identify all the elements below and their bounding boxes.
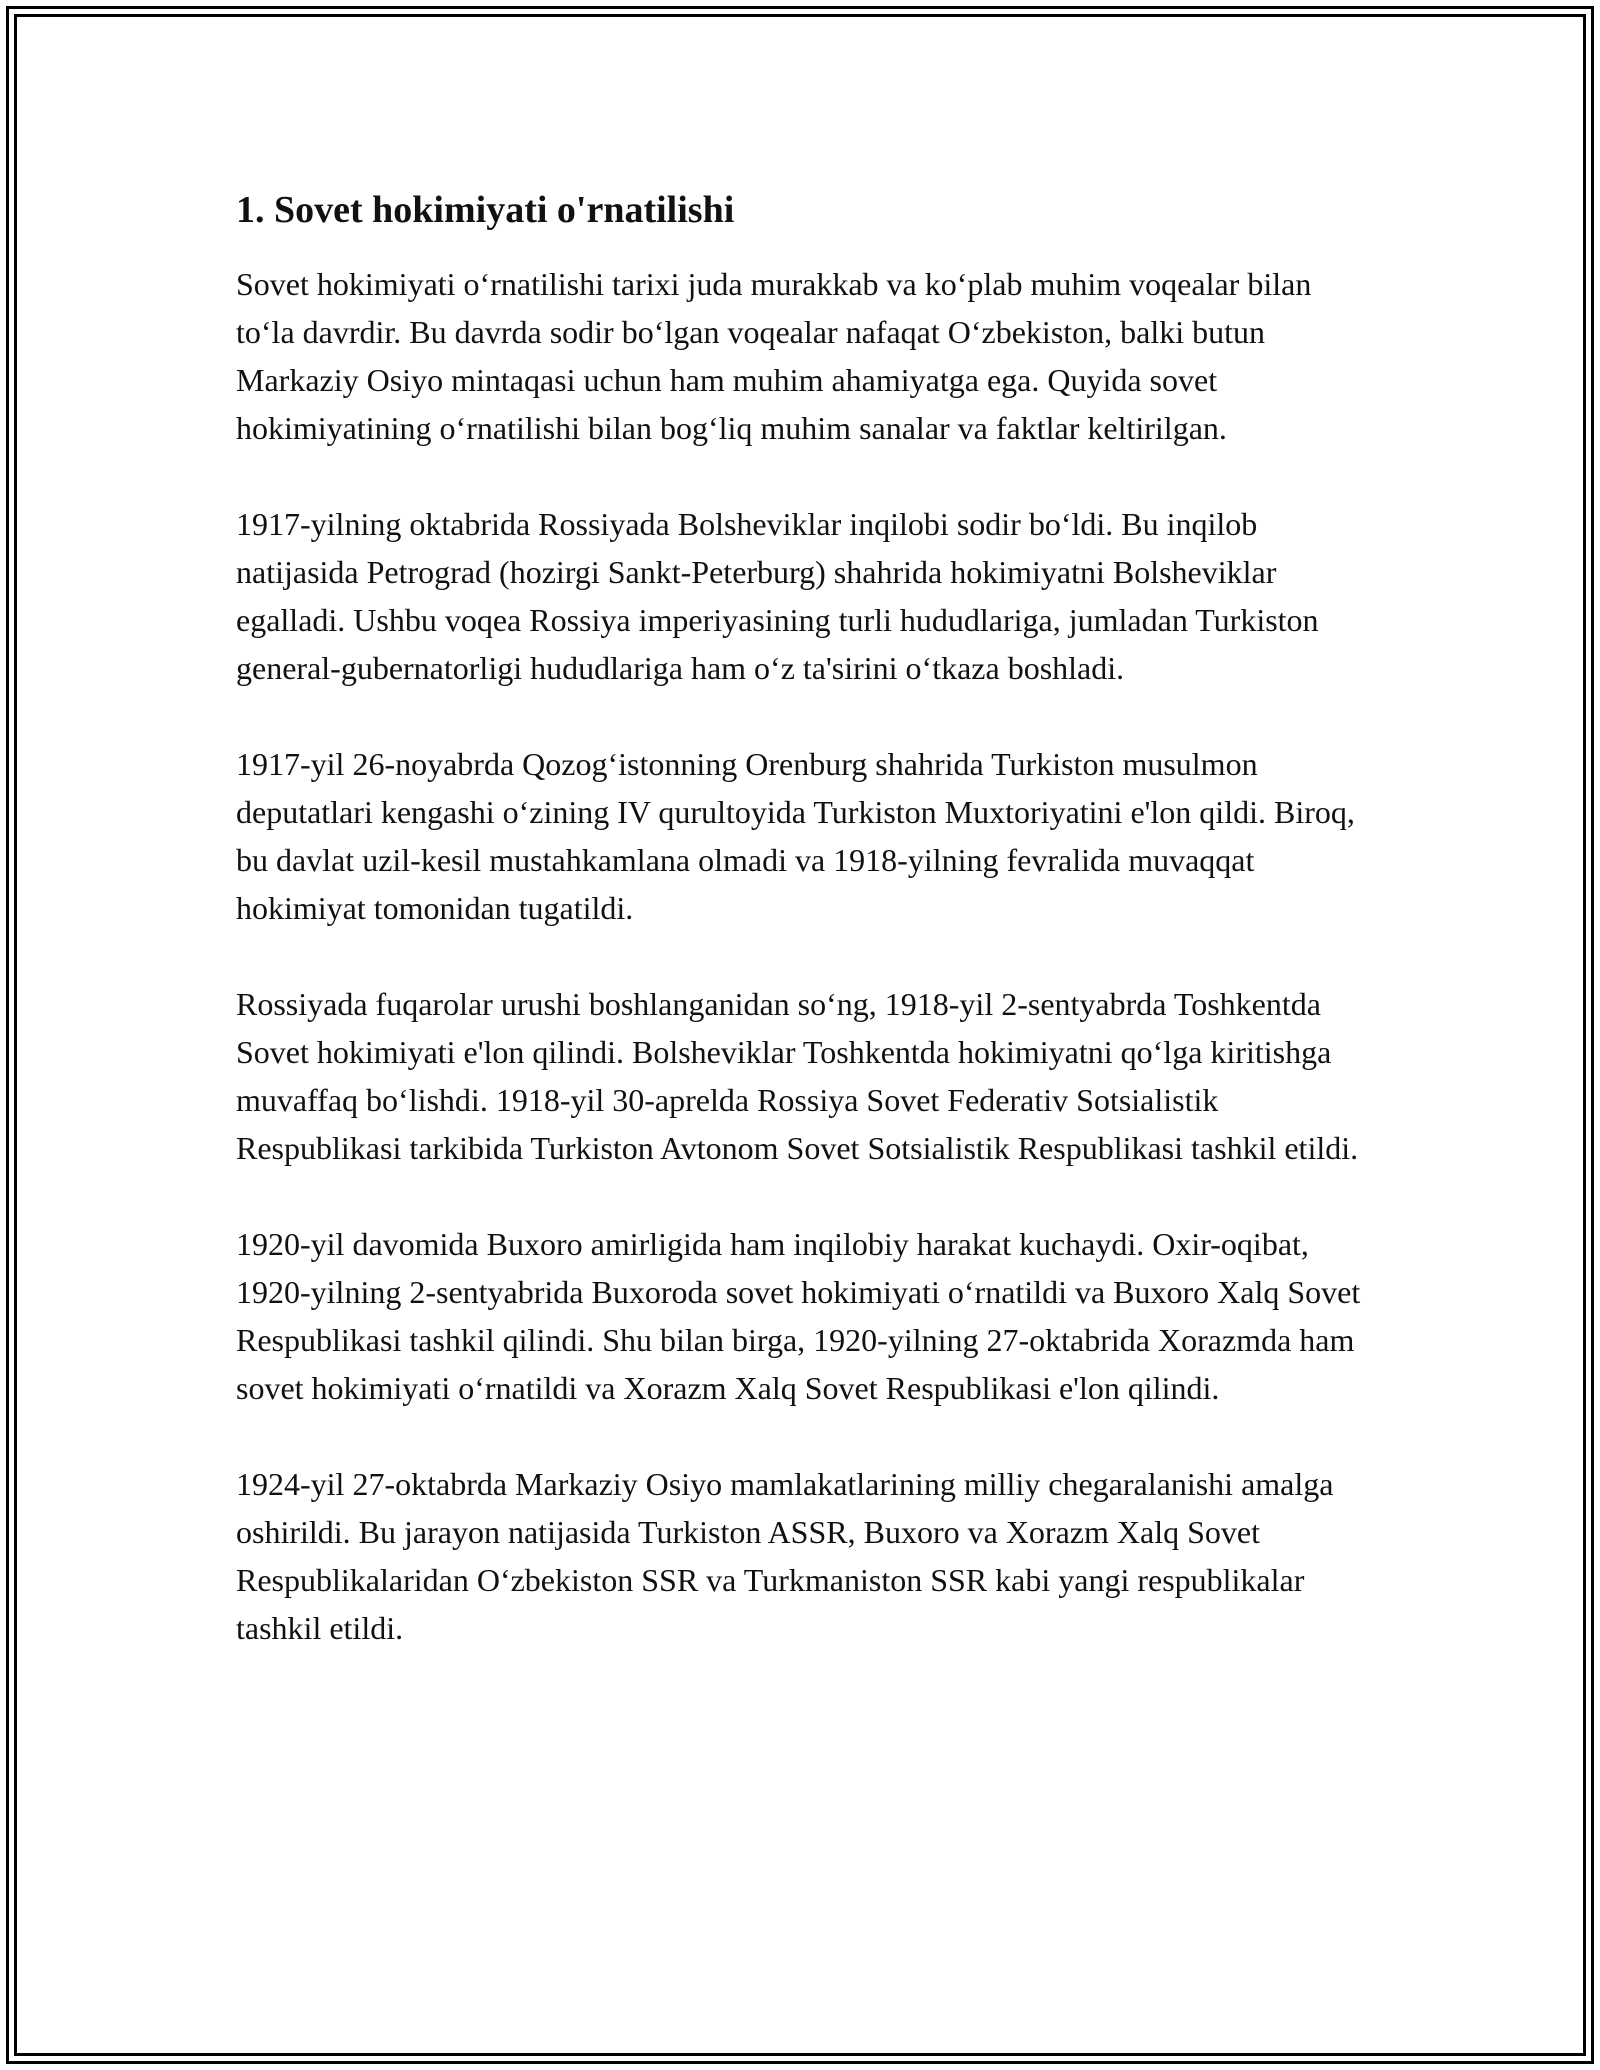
paragraph-1917-october: 1917-yilning oktabrida Rossiyada Bolsheviklar inqilobi sodir boʻldi. Bu inqilob natijasida Petrograd (hozirgi Sankt-Peterburg) shahrida hokimiyatni Bolsheviklar egalladi. Ushbu voqea Rossiya imperiyasining turli hududlariga, jumladan Turkiston general-gubernatorligi hududlariga ham oʻz ta'sirini oʻtkaza boshladi. <box>236 506 1319 686</box>
paragraph-1924-delimitation: 1924-yil 27-oktabrda Markaziy Osiyo mamlakatlarining milliy chegaralanishi amalga oshirildi. Bu jarayon natijasida Turkiston ASSR, Buxoro va Xorazm Xalq Sovet Respublikalaridan Oʻzbekiston SSR va Turkmaniston SSR kabi yangi respublikalar tashkil etildi. <box>236 1466 1334 1646</box>
paragraph-intro: Sovet hokimiyati oʻrnatilishi tarixi juda murakkab va koʻplab muhim voqealar bilan toʻla davrdir. Bu davrda sodir boʻlgan voqealar nafaqat Oʻzbekiston, balki butun Markaziy Osiyo mintaqasi uchun ham muhim ahamiyatga ega. Quyida sovet hokimiyatining oʻrnatilishi bilan bogʻliq muhim sanalar va faktlar keltirilgan. <box>236 266 1312 446</box>
paragraph-buxoro-xorazm: 1920-yil davomida Buxoro amirligida ham inqilobiy harakat kuchaydi. Oxir-oqibat, 1920-yilning 2-sentyabrida Buxoroda sovet hokimiyati oʻrnatildi va Buxoro Xalq Sovet Respublikasi tashkil qilindi. Shu bilan birga, 1920-yilning 27-oktabrida Xorazmda ham sovet hokimiyati oʻrnatildi va Xorazm Xalq Sovet Respublikasi e'lon qilindi. <box>236 1226 1361 1406</box>
paragraph-toshkent-soviet: Rossiyada fuqarolar urushi boshlanganidan soʻng, 1918-yil 2-sentyabrda Toshkentda Sovet hokimiyati e'lon qilindi. Bolsheviklar Toshkentda hokimiyatni qoʻlga kiritishga muvaffaq boʻlishdi. 1918-yil 30-aprelda Rossiya Sovet Federativ Sotsialistik Respublikasi tarkibida Turkiston Avtonom Sovet Sotsialistik Respublikasi tashkil etildi. <box>236 986 1359 1166</box>
document-body <box>236 186 1376 1700</box>
paragraph-turkiston-muxtoriyati: 1917-yil 26-noyabrda Qozogʻistonning Orenburg shahrida Turkiston musulmon deputatlari kengashi oʻzining IV qurultoyida Turkiston Muxtoriyatini e'lon qildi. Biroq, bu davlat uzil-kesil mustahkamlana olmadi va 1918-yilning fevralida muvaqqat hokimiyat tomonidan tugatildi. <box>236 746 1355 926</box>
section-heading: 1. Sovet hokimiyati o'rnatilishi <box>236 189 735 231</box>
